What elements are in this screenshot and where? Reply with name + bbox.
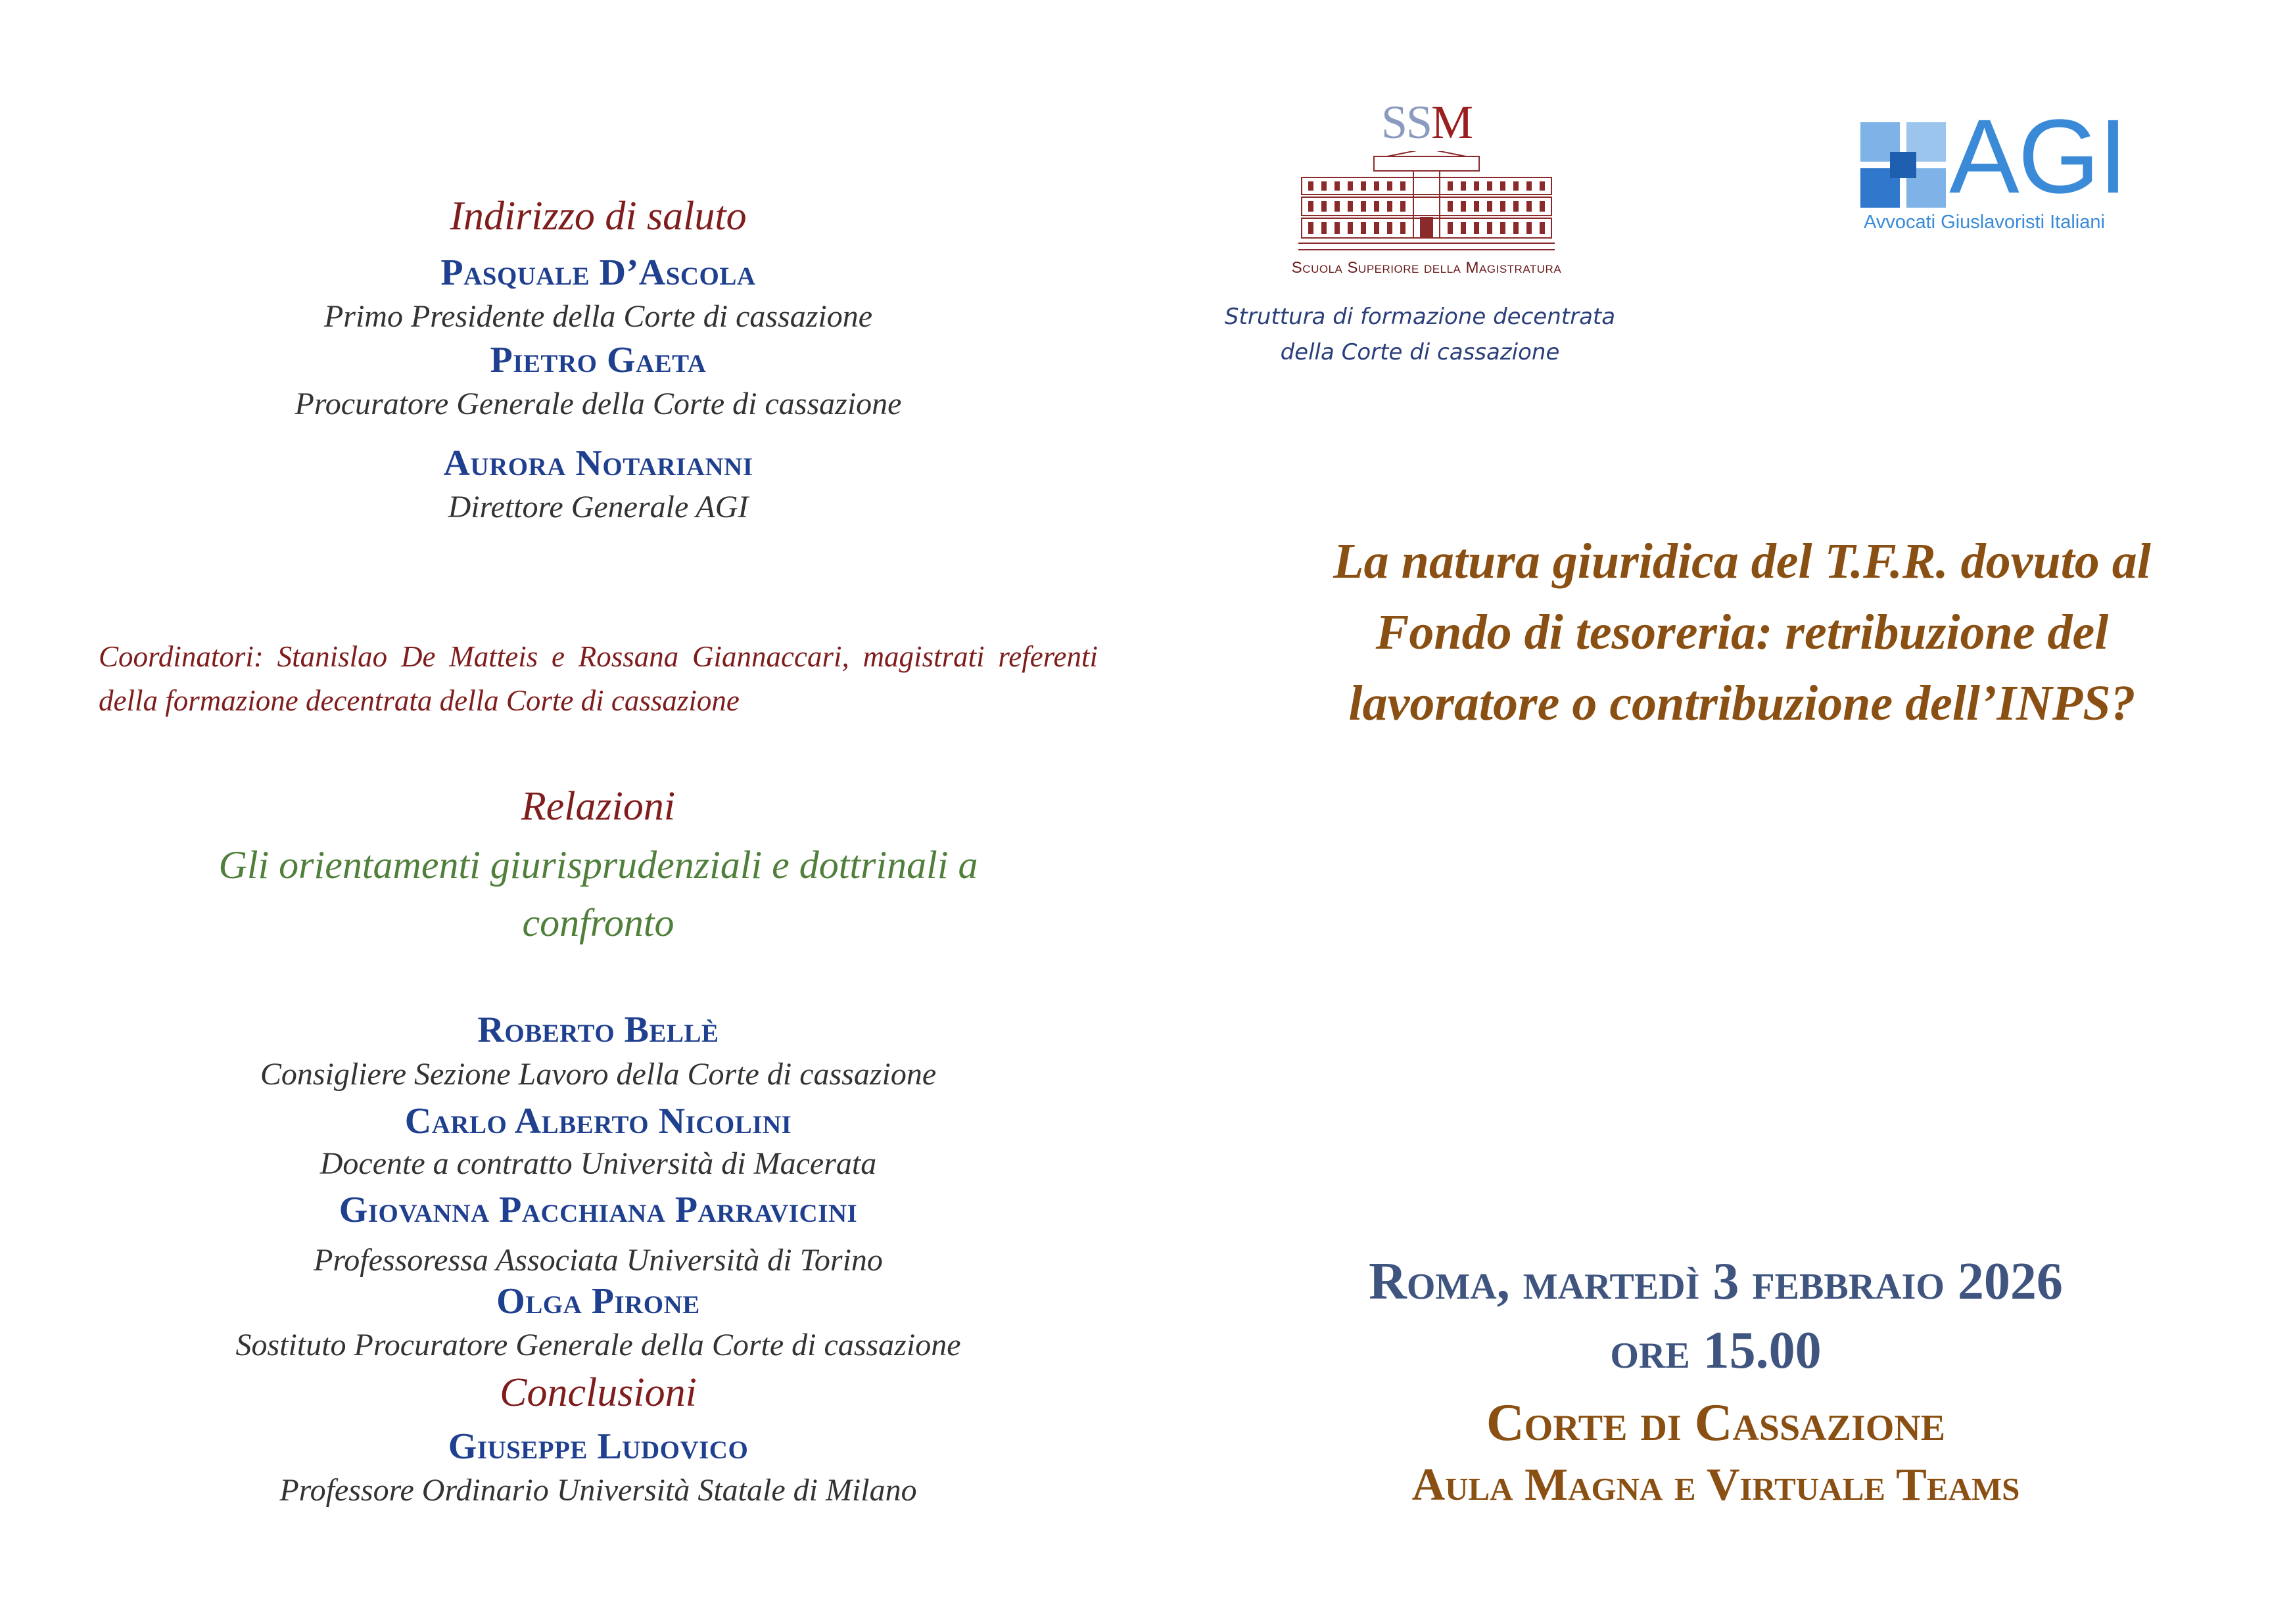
ssm-letters: SSM — [1381, 96, 1473, 149]
welcome-heading: Indirizzo di saluto — [450, 194, 747, 239]
agi-logo — [1860, 97, 2156, 237]
agi-grid-icon — [1860, 122, 1946, 208]
speaker-name: Pasquale D’Ascola — [440, 252, 756, 293]
speaker-name: Giovanna Pacchiana Parravicini — [339, 1189, 858, 1230]
ssm-caption: Scuola Superiore della Magistratura — [1291, 259, 1562, 277]
palace-building-icon — [1295, 151, 1558, 256]
speaker-role: Professoressa Associata Università di Torino — [314, 1243, 883, 1278]
speaker-name: Pietro Gaeta — [490, 339, 707, 381]
speaker-role: Procuratore Generale della Corte di cassazione — [295, 386, 902, 421]
event-title-line: lavoratore o contribuzione dell’INPS? — [1348, 676, 2136, 731]
agi-subtitle: Avvocati Giuslavoristi Italiani — [1864, 212, 2105, 233]
speaker-name: Olga Pirone — [496, 1280, 700, 1322]
event-title — [1236, 526, 2248, 739]
ssm-structure-line: Struttura di formazione decentrata — [1224, 304, 1616, 330]
reports-heading: Relazioni — [521, 784, 676, 829]
speaker-name: Carlo Alberto Nicolini — [404, 1101, 792, 1142]
ssm-structure-text — [1177, 299, 1663, 370]
welcome-section — [53, 192, 1144, 526]
event-room: Aula Magna e Virtuale Teams — [1411, 1460, 2020, 1510]
speaker-role: Sostituto Procuratore Generale della Corte di cassazione — [235, 1327, 961, 1362]
coordinators-note: Coordinatori: Stanislao De Matteis e Rossana Giannaccari, magistrati referenti della formazione decentrata della Corte di cassazione — [99, 640, 1098, 717]
speaker-role: Primo Presidente della Corte di cassazione — [323, 299, 873, 335]
reports-section — [53, 782, 1144, 1510]
event-time: ore 15.00 — [1610, 1322, 1822, 1380]
speaker-name: Aurora Notarianni — [443, 442, 753, 484]
speaker-role: Professore Ordinario Università Statale di Milano — [279, 1473, 917, 1508]
speaker-role: Direttore Generale AGI — [448, 489, 749, 524]
ssm-logo — [1275, 96, 1578, 277]
reports-subtitle: Gli orientamenti giurisprudenziali e dottrinali a confronto — [218, 843, 978, 945]
event-title-line: La natura giuridica del T.F.R. dovuto al — [1333, 534, 2151, 589]
conclusions-heading: Conclusioni — [500, 1370, 697, 1415]
speaker-name: Giuseppe Ludovico — [448, 1426, 749, 1467]
event-date: Roma, martedì 3 febbraio 2026 — [1369, 1253, 2063, 1311]
event-title-line: Fondo di tesoreria: retribuzione del — [1375, 605, 2109, 660]
speaker-role: Docente a contratto Università di Macerata — [319, 1146, 877, 1182]
agi-wordmark: AGI — [1949, 97, 2127, 215]
ssm-structure-line: della Corte di cassazione — [1280, 339, 1560, 365]
speaker-name: Roberto Bellè — [477, 1009, 719, 1051]
event-venue: Corte di Cassazione — [1486, 1394, 1946, 1452]
speaker-role: Consigliere Sezione Lavoro della Corte di cassazione — [260, 1056, 937, 1092]
